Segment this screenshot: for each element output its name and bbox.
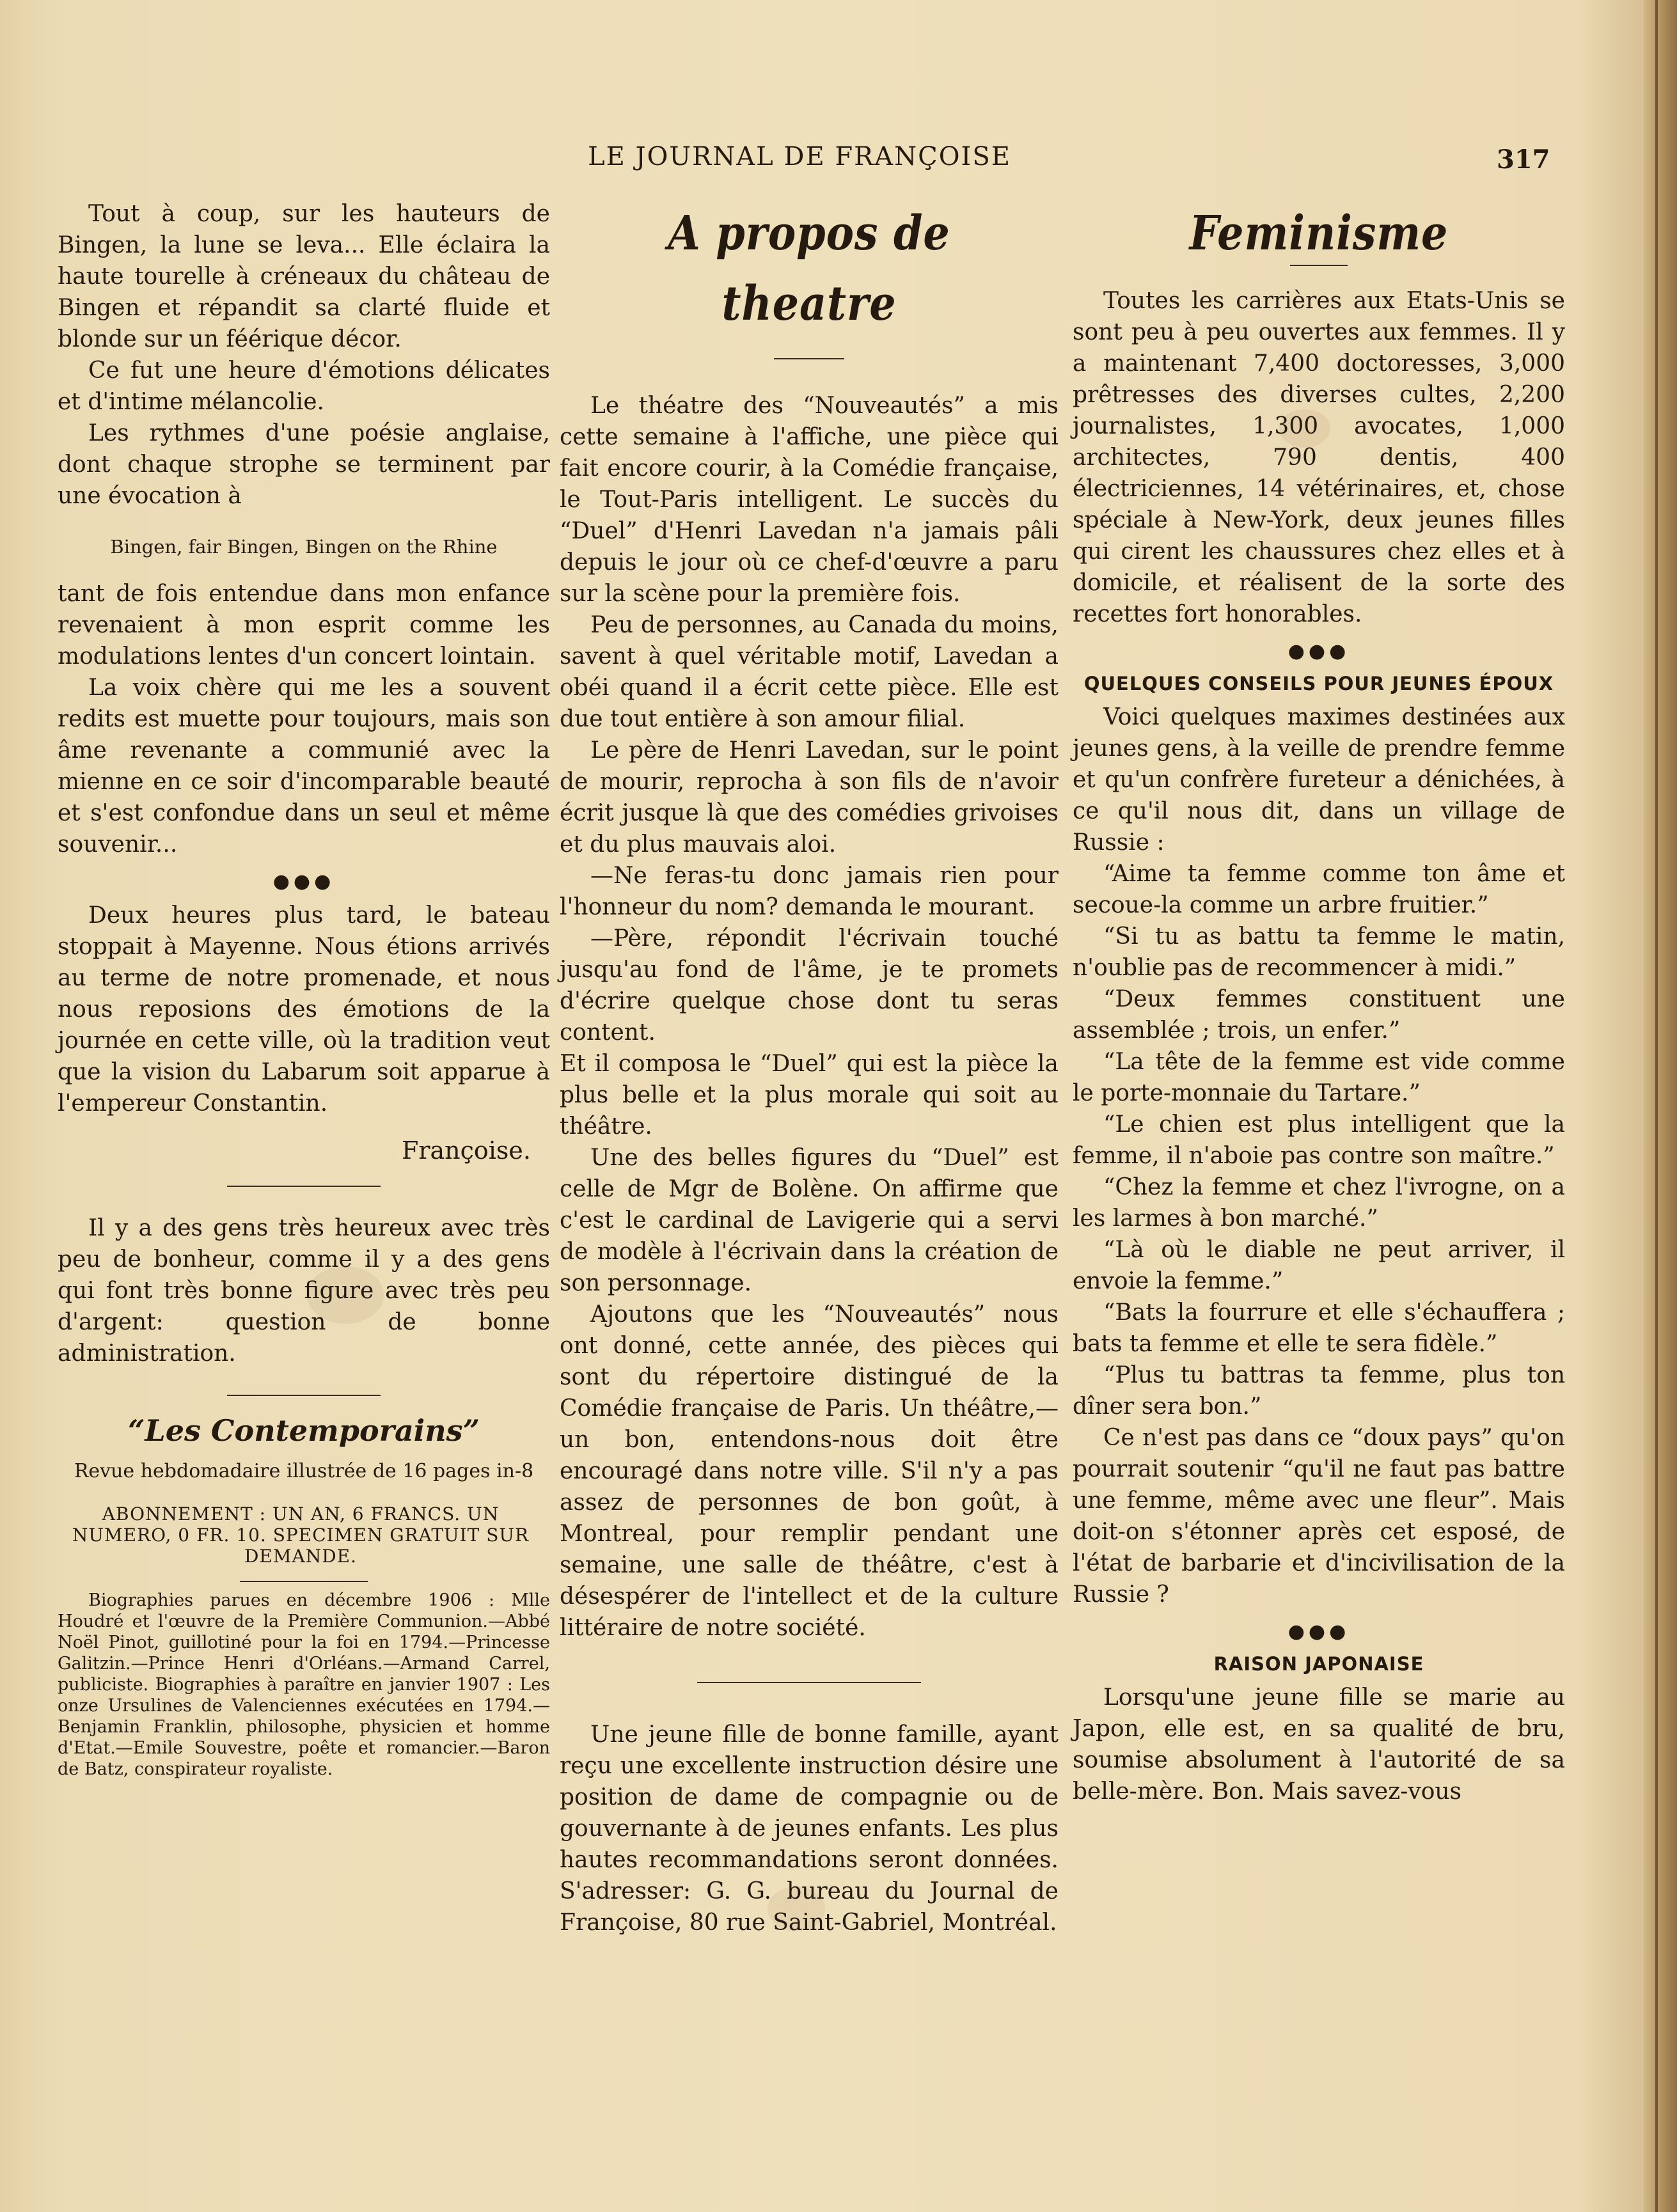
section-ornament: ●●● bbox=[272, 870, 335, 893]
advert-subtitle: Revue hebdomadaire illustrée de 16 pages in-8 bbox=[74, 1460, 534, 1482]
paragraph: Le père de Henri Lavedan, sur le point de mourir, reprocha à son fils de n'avoir écrit jusque là que des comédies grivoises et du plus mauvais aloi. bbox=[560, 737, 1059, 858]
article-title: Feminisme bbox=[1189, 206, 1449, 261]
page-header bbox=[0, 142, 1677, 174]
maxim: “Plus tu battras ta femme, plus ton dîner sera bon.” bbox=[1073, 1362, 1565, 1420]
paragraph: —Père, répondit l'écrivain touché jusqu'au fond de l'âme, je te promets d'écrire quelque chose dont tu seras content. bbox=[560, 925, 1059, 1046]
column-middle bbox=[560, 198, 1059, 1938]
advert-title: “Les Contemporains” bbox=[127, 1413, 480, 1448]
paragraph: Une jeune fille de bonne famille, ayant reçu une excellente instruction désire une position de dame de compagnie ou de gouvernante à de jeunes enfants. Les plus hautes recommandations seront données. S'adresser: G. G. bureau du Journal de Françoise, 80 rue Saint-Gabriel, Montréal. bbox=[560, 1722, 1059, 1936]
maxim: “Chez la femme et chez l'ivrogne, on a les larmes à bon marché.” bbox=[1073, 1174, 1565, 1232]
signature: Françoise. bbox=[401, 1136, 531, 1165]
divider-rule bbox=[774, 358, 844, 359]
paragraph: Il y a des gens très heureux avec très peu de bonheur, comme il y a des gens qui font très bonne figure avec très peu d'argent: question de bonne administration. bbox=[58, 1215, 550, 1367]
divider-rule bbox=[227, 1395, 381, 1396]
maxim: “Deux femmes constituent une assemblée ; trois, un enfer.” bbox=[1073, 986, 1565, 1044]
column-left bbox=[58, 198, 550, 1780]
maxim: “Là où le diable ne peut arriver, il envoie la femme.” bbox=[1073, 1237, 1565, 1294]
biographies-list: Biographies parues en décembre 1906 : Mlle Houdré et l'œuvre de la Première Communion.—Abbé Noël Pinot, guillotiné pour la foi en 1794.—Princesse Galitzin.—Prince Henri d'Orléans.—Armand Carrel, publiciste. Biographies à paraître en janvier 1907 : Les onze Ursulines de Valenciennes exécutées en 1794.—Benjamin Franklin, philosophe, physicien et homme d'Etat.—Emile Souvestre, poête et romancier.—Baron de Batz, conspirateur royaliste. bbox=[58, 1590, 550, 1779]
paragraph: Toutes les carrières aux Etats-Unis se sont peu à peu ouvertes aux femmes. Il y a maintenant 7,400 doctoresses, 3,000 prêtresses des diverses cultes, 2,200 journalistes, 1,300 avocates, 1,000 architectes, 790 dentis, 400 électriciennes, 14 vétérinaires, et, chose spéciale à New-York, deux jeunes filles qui cirent les chaussures chez elles et à domicile, et réalisent de la sorte des recettes fort honorables. bbox=[1073, 288, 1565, 627]
binding-line bbox=[1655, 0, 1658, 2212]
paragraph: Lorsqu'une jeune fille se marie au Japon, elle est, en sa qualité de bru, soumise absolument à l'autorité de sa belle-mère. Bon. Mais savez-vous bbox=[1073, 1684, 1565, 1805]
paragraph: Le théatre des “Nouveautés” a mis cette semaine à l'affiche, une pièce qui fait encore courir, à la Comédie française, le Tout-Paris intelligent. Le succès du “Duel” d'Henri Lavedan n'a jamais pâli depuis le jour où ce chef-d'œuvre a paru sur la scène pour la première fois. bbox=[560, 393, 1059, 607]
verse-line: Bingen, fair Bingen, Bingen on the Rhine bbox=[110, 536, 498, 558]
maxim: “Le chien est plus intelligent que la femme, il n'aboie pas contre son maître.” bbox=[1073, 1111, 1565, 1169]
maxim: “Aime ta femme comme ton âme et secoue-la comme un arbre fruitier.” bbox=[1073, 861, 1565, 918]
paragraph: —Ne feras-tu donc jamais rien pour l'honneur du nom? demanda le mourant. bbox=[560, 863, 1059, 920]
journal-name: LE JOURNAL DE FRANÇOISE bbox=[588, 142, 1011, 171]
paragraph: Ce n'est pas dans ce “doux pays” qu'on pourrait soutenir “qu'il ne faut pas battre une femme, même avec une fleur”. Mais doit-on s'étonner après cet esposé, de l'état de barbarie et d'incivilisation de la Russie ? bbox=[1073, 1425, 1565, 1608]
page-binding-edge bbox=[1644, 0, 1677, 2212]
section-heading: QUELQUES CONSEILS POUR JEUNES ÉPOUX bbox=[1083, 673, 1554, 694]
divider-rule bbox=[697, 1682, 921, 1683]
paragraph: Deux heures plus tard, le bateau stoppait à Mayenne. Nous étions arrivés au terme de notre promenade, et nous nous reposions des émotions de la journée en cette ville, où la tradition veut que la vision du Labarum soit apparue à l'empereur Constantin. bbox=[58, 902, 550, 1117]
paragraph: Et il composa le “Duel” qui est la pièce la plus belle et la plus morale qui soit au théâtre. bbox=[560, 1051, 1059, 1140]
subscription-notice: ABONNEMENT : UN AN, 6 FRANCS. UN NUMERO, 0 FR. 10. SPECIMEN GRATUIT SUR DEMANDE. bbox=[72, 1503, 530, 1567]
article-title: A propos de theatre bbox=[668, 206, 950, 331]
section-heading: RAISON JAPONAISE bbox=[1213, 1653, 1424, 1675]
maxim: “Si tu as battu ta femme le matin, n'oublie pas de recommencer à midi.” bbox=[1073, 923, 1565, 981]
page-number: 317 bbox=[1497, 145, 1550, 175]
paragraph: Ce fut une heure d'émotions délicates et d'intime mélancolie. bbox=[58, 357, 550, 415]
paragraph: Ajoutons que les “Nouveautés” nous ont donné, cette année, des pièces qui sont du répertoire distingué de la Comédie française de Paris. Un théâtre,—un bon, entendons-nous doit être encouragé dans notre ville. S'il n'y a pas assez de personnes de bon goût, à Montreal, pour remplir pendant une semaine, une salle de théâtre, c'est à désespérer de l'intellect et de la culture littéraire de notre société. bbox=[560, 1301, 1059, 1641]
section-ornament: ●●● bbox=[1287, 640, 1350, 663]
paragraph: tant de fois entendue dans mon enfance revenaient à mon esprit comme les modulations lentes d'un concert lointain. bbox=[58, 581, 550, 670]
maxim: “Bats la fourrure et elle s'échauffera ; bats ta femme et elle te sera fidèle.” bbox=[1073, 1299, 1565, 1357]
maxim: “La tête de la femme est vide comme le porte-monnaie du Tartare.” bbox=[1073, 1049, 1565, 1106]
paragraph: La voix chère qui me les a souvent redits est muette pour toujours, mais son âme revenante a communié avec la mienne en ce soir d'incomparable beauté et s'est confondue dans un seul et même souvenir... bbox=[58, 675, 550, 858]
paragraph: Les rythmes d'une poésie anglaise, dont chaque strophe se terminent par une évocation à bbox=[58, 420, 550, 509]
divider-rule bbox=[227, 1186, 381, 1187]
paragraph: Voici quelques maximes destinées aux jeunes gens, à la veille de prendre femme et qu'un confrère fureteur a dénichées, à ce qu'il nous dit, dans un village de Russie : bbox=[1073, 704, 1565, 856]
column-right bbox=[1073, 198, 1565, 1807]
paragraph: Peu de personnes, au Canada du moins, savent à quel véritable motif, Lavedan a obéi quand il a écrit cette pièce. Elle est due tout entière à son amour filial. bbox=[560, 612, 1059, 732]
paragraph: Tout à coup, sur les hauteurs de Bingen, la lune se leva... Elle éclaira la haute tourelle à créneaux du château de Bingen et répandit sa clarté fluide et blonde sur un féérique décor. bbox=[58, 201, 550, 352]
divider-rule bbox=[240, 1581, 368, 1582]
section-ornament: ●●● bbox=[1287, 1620, 1350, 1643]
paragraph: Une des belles figures du “Duel” est celle de Mgr de Bolène. On affirme que c'est le cardinal de Lavigerie qui a servi de modèle à l'écrivain dans la création de son personnage. bbox=[560, 1145, 1059, 1296]
